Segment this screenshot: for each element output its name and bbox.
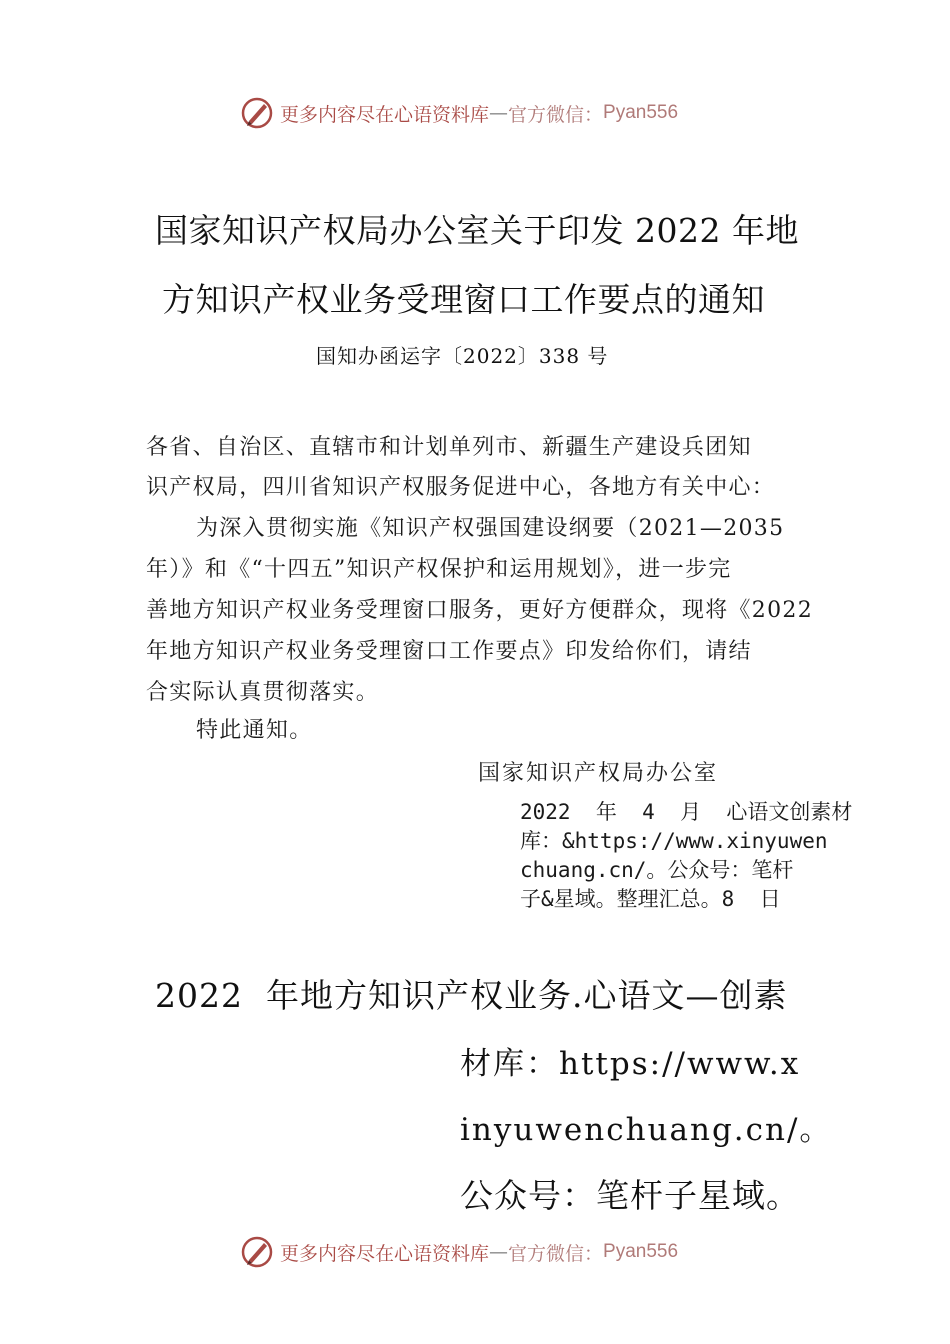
banner-wechat-id: Pyan556 xyxy=(603,102,679,123)
bottom-watermark-banner xyxy=(240,1232,678,1272)
banner-main-text: 更多内容尽在心语资料库 xyxy=(280,1242,490,1265)
body-line: 年）》和《“十四五”知识产权保护和运用规划》，进一步完 xyxy=(146,557,732,582)
banner-wechat-id: Pyan556 xyxy=(603,1241,679,1262)
body-line: 各省、自治区、直辖市和计划单列市、新疆生产建设兵团知 xyxy=(146,435,752,460)
document-number: 国知办函运字〔2022〕338 号 xyxy=(316,344,609,368)
banner-wechat-label: 官方微信： xyxy=(508,1242,604,1265)
banner-separator: — xyxy=(489,102,509,124)
section-heading-line-2: 材库：https://www.x xyxy=(460,1046,801,1082)
body-line: 合实际认真贯彻落实。 xyxy=(146,680,380,705)
body-line: 善地方知识产权业务受理窗口服务，更好方便群众，现将《2022 xyxy=(146,598,813,623)
top-watermark-banner xyxy=(240,93,678,133)
pen-logo-icon xyxy=(240,1235,274,1269)
date-line: 2022 年 4 月 心语文创素材 xyxy=(520,800,853,824)
section-heading-line-3: inyuwenchuang.cn/。 xyxy=(460,1112,833,1148)
body-line: 为深入贯彻实施《知识产权强国建设纲要（2021—2035 xyxy=(196,516,785,541)
body-closing: 特此通知。 xyxy=(196,718,313,743)
section-heading-line-4: 公众号：笔杆子星域。 xyxy=(460,1176,800,1215)
body-line: 年地方知识产权业务受理窗口工作要点》印发给你们，请结 xyxy=(146,639,752,664)
banner-separator: — xyxy=(489,1241,509,1263)
date-line: chuang.cn/。公众号：笔杆 xyxy=(520,858,794,882)
body-line: 识产权局，四川省知识产权服务促进中心，各地方有关中心： xyxy=(146,475,776,500)
document-title-line-1: 国家知识产权局办公室关于印发 2022 年地 xyxy=(155,211,799,250)
banner-wechat-label: 官方微信： xyxy=(508,103,604,126)
banner-main-text: 更多内容尽在心语资料库 xyxy=(280,103,490,126)
signature-date-block xyxy=(520,798,852,914)
date-line: 子&星域。整理汇总。8 日 xyxy=(520,887,781,911)
section-heading-line-1: 2022 年地方知识产权业务.心语文—创素 xyxy=(155,976,788,1015)
signature-organization: 国家知识产权局办公室 xyxy=(478,761,719,786)
pen-logo-icon xyxy=(240,96,274,130)
date-line: 库：&https://www.xinyuwen xyxy=(520,829,828,853)
document-title-line-2: 方知识产权业务受理窗口工作要点的通知 xyxy=(162,280,765,319)
